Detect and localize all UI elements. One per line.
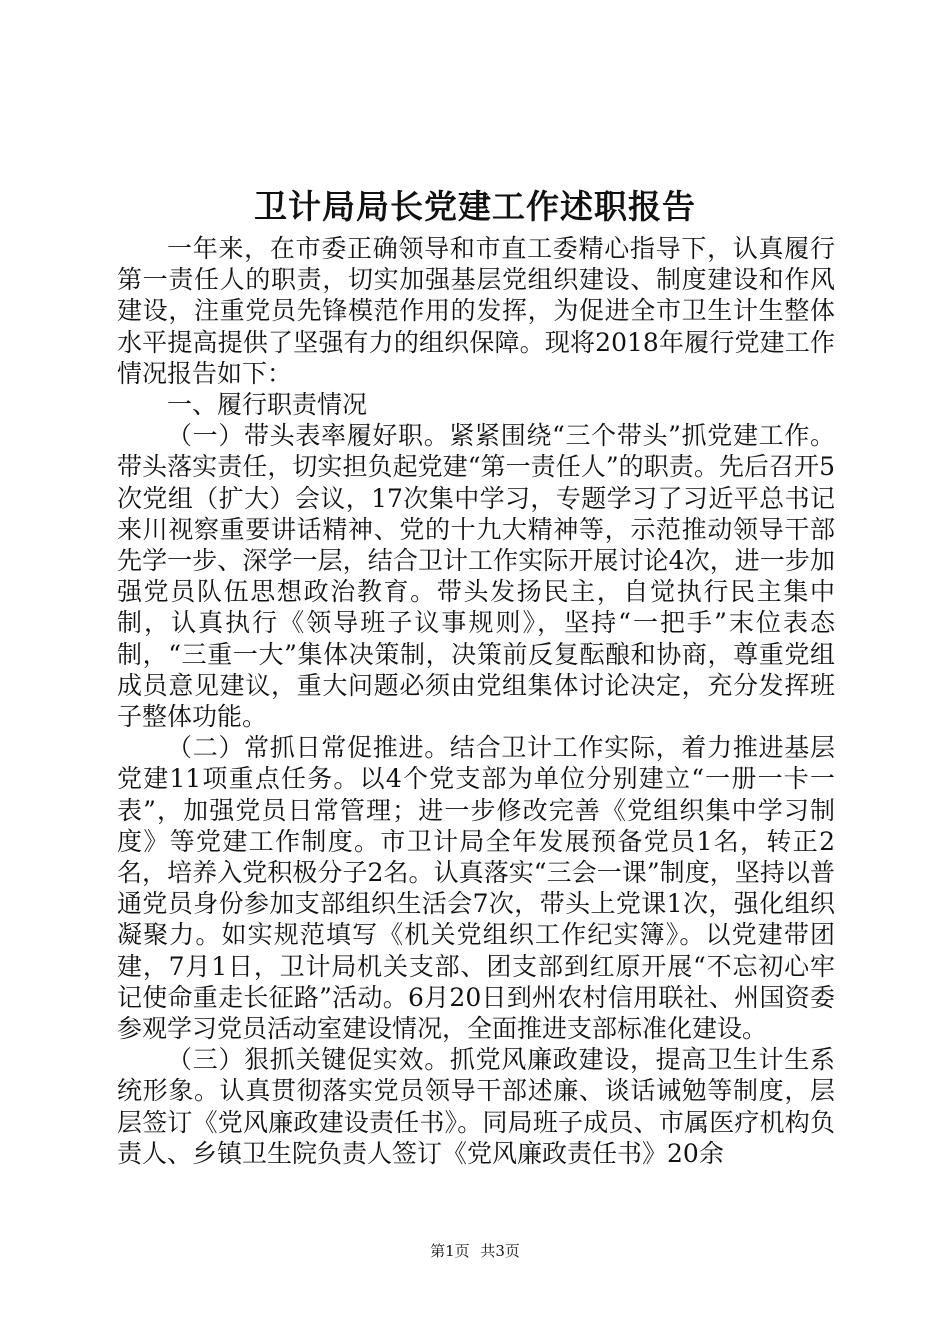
section-heading: 一、履行职责情况 [167,390,368,420]
page-number: 第1页 [430,1242,470,1260]
paragraph-item-1: （一）带头表率履好职。紧紧围绕“三个带头”抓党建工作。带头落实责任，切实担负起党建“第一责任人”的职责。先后召开5次党组（扩大）会议，17次集中学习，专题学习了习近平总书记来川视察重要讲话精神、党的十九大精神等，示范推动领导干部先学一步、深学一层，结合卫计工作实际开展讨论4次，进一步加强党员队伍思想政治教育。带头发扬民主，自觉执行民主集中制，认真执行《领导班子议事规则》，坚持“一把手”末位表态制，“三重一大”集体决策制，决策前反复酝酿和协商，尊重党组成员意见建议，重大问题必须由党组集体讨论决定，充分发挥班子整体功能。 [117,421,835,732]
paragraph-intro: 一年来，在市委正确领导和市直工委精心指导下，认真履行第一责任人的职责，切实加强基层党组织建设、制度建设和作风建设，注重党员先锋模范作用的发挥，为促进全市卫生计生整体水平提高提供了坚强有力的组织保障。现将2018年履行党建工作情况报告如下： [117,234,835,388]
document-body [117,233,835,1169]
page-footer [0,1241,950,1261]
page-total: 共3页 [480,1242,520,1260]
paragraph-item-2: （二）常抓日常促推进。结合卫计工作实际，着力推进基层党建11项重点任务。以4个党支部为单位分别建立“一册一卡一表”，加强党员日常管理；进一步修改完善《党组织集中学习制度》等党建工作制度。市卫计局全年发展预备党员1名，转正2名，培养入党积极分子2名。认真落实“三会一课”制度，坚持以普通党员身份参加支部组织生活会7次，带头上党课1次，强化组织凝聚力。如实规范填写《机关党组织工作纪实簿》。以党建带团建，7月1日，卫计局机关支部、团支部到红原开展“不忘初心牢记使命重走长征路”活动。6月20日到州农村信用联社、州国资委参观学习党员活动室建设情况，全面推进支部标准化建设。 [117,733,835,1044]
paragraph-item-3: （三）狠抓关键促实效。抓党风廉政建设，提高卫生计生系统形象。认真贯彻落实党员领导干部述廉、谈话诫勉等制度，层层签订《党风廉政建设责任书》。同局班子成员、市属医疗机构负责人、乡镇卫生院负责人签订《党风廉政责任书》20余 [117,1045,835,1168]
document-title: 卫计局局长党建工作述职报告 [254,187,696,226]
